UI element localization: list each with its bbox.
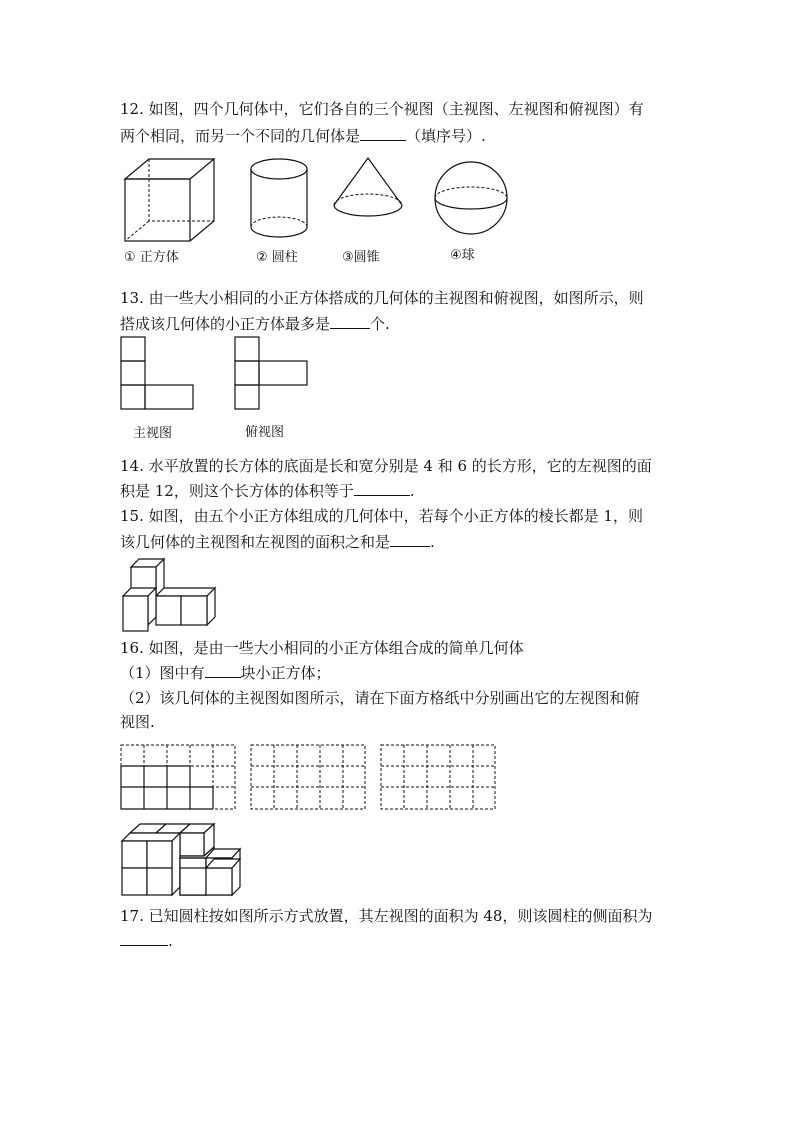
q15-line1: 15. 如图，由五个小正方体组成的几何体中，若每个小正方体的棱长都是 1，则 xyxy=(120,507,643,525)
q15-text-end: . xyxy=(430,533,435,551)
q12-line2 xyxy=(120,126,486,146)
q17-answer-blank[interactable] xyxy=(120,931,168,946)
grid-3 xyxy=(380,744,496,810)
q17-line2 xyxy=(120,931,173,951)
q13-text: 搭成该几何体的小正方体最多是 xyxy=(120,315,331,333)
q14-line1: 14. 水平放置的长方体的底面是长和宽分别是 4 和 6 的长方形，它的左视图的面 xyxy=(120,457,652,475)
five-cubes-figure xyxy=(118,552,228,636)
q12-text-end: （填序号）. xyxy=(406,127,486,145)
q16-text-end: 块小正方体； xyxy=(240,664,331,682)
q15-text: 该几何体的主视图和左视图的面积之和是 xyxy=(120,533,391,551)
q13-text-end: 个. xyxy=(370,315,390,333)
caption-sphere: ④球 xyxy=(450,248,475,263)
q15-line2 xyxy=(120,532,435,552)
q16-line1: 16. 如图，是由一些大小相同的小正方体组合成的简单几何体 xyxy=(120,639,524,657)
q15-answer-blank[interactable] xyxy=(390,532,430,547)
q14-line2 xyxy=(120,481,415,501)
q14-text: 积是 12，则这个长方体的体积等于 xyxy=(120,482,354,500)
caption-cube: ① 正方体 xyxy=(124,250,179,265)
q13-line1: 13. 由一些大小相同的小正方体搭成的几何体的主视图和俯视图，如图所示，则 xyxy=(120,289,644,307)
cube-stack-figure xyxy=(118,822,244,896)
q14-answer-blank[interactable] xyxy=(354,481,410,496)
top-view-figure xyxy=(232,334,312,414)
q12-text: 两个相同，而另一个不同的几何体是 xyxy=(120,127,361,145)
q16-line2 xyxy=(120,663,331,683)
q16-line3: （2）该几何体的主视图如图所示，请在下面方格纸中分别画出它的左视图和俯 xyxy=(120,689,640,707)
q17-line1: 17. 已知圆柱按如图所示方式放置，其左视图的面积为 48，则该圆柱的侧面积为 xyxy=(120,907,653,925)
caption-cylinder: ② 圆柱 xyxy=(256,250,298,265)
caption-cone: ③圆锥 xyxy=(342,250,380,265)
sphere-figure xyxy=(430,158,514,242)
front-view-figure xyxy=(118,334,198,414)
cylinder-figure xyxy=(247,155,313,245)
q13-answer-blank[interactable] xyxy=(330,314,370,329)
q16-line4: 视图. xyxy=(120,713,155,731)
q17-text-end: . xyxy=(168,932,173,950)
cube-figure xyxy=(118,155,218,245)
q12-answer-blank[interactable] xyxy=(360,126,406,141)
grid-1 xyxy=(120,744,236,810)
q16-answer-blank[interactable] xyxy=(205,663,241,678)
q14-text-end: . xyxy=(409,482,415,500)
grid-2 xyxy=(250,744,366,810)
cone-figure xyxy=(330,155,406,235)
caption-top-view: 俯视图 xyxy=(245,425,285,440)
q16-text: （1）图中有 xyxy=(120,664,205,682)
caption-front-view: 主视图 xyxy=(133,426,173,441)
q12-line1: 12. 如图，四个几何体中，它们各自的三个视图（主视图、左视图和俯视图）有 xyxy=(120,100,644,118)
q13-line2 xyxy=(120,314,390,334)
